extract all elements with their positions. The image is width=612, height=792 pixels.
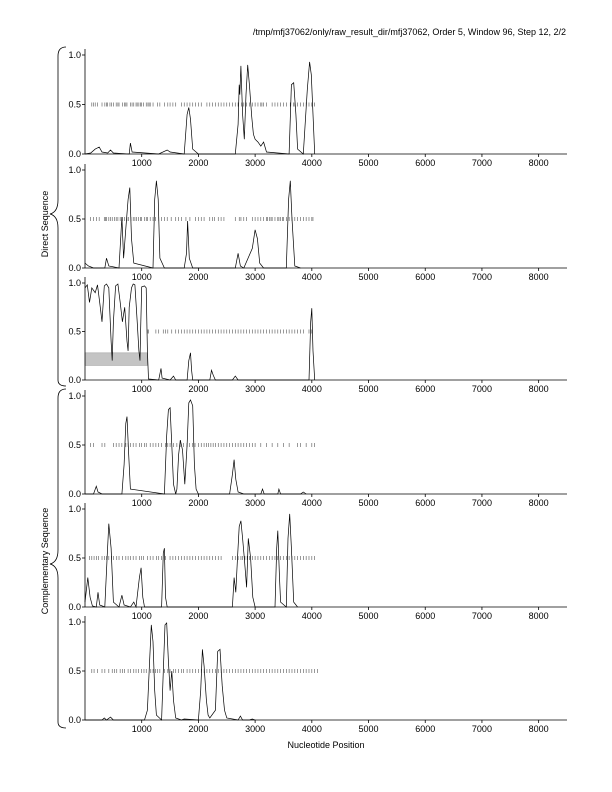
x-tick-label: 6000 [415, 158, 436, 168]
x-tick-label: 4000 [301, 272, 322, 282]
x-tick-label: 5000 [358, 724, 379, 734]
x-tick-label: 3000 [245, 724, 266, 734]
y-tick-label: 0.0 [68, 602, 81, 612]
panel-2 [68, 164, 567, 282]
y-tick-label: 0.5 [68, 440, 81, 450]
panel-3 [68, 277, 567, 394]
x-tick-label: 2000 [188, 384, 209, 394]
y-tick-label: 1.0 [68, 278, 81, 288]
x-tick-label: 4000 [301, 724, 322, 734]
x-tick-label: 5000 [358, 272, 379, 282]
x-tick-label: 3000 [245, 272, 266, 282]
y-tick-label: 1.0 [68, 50, 81, 60]
x-tick-label: 1000 [131, 498, 152, 508]
x-tick-label: 4000 [301, 498, 322, 508]
x-tick-label: 4000 [301, 158, 322, 168]
x-tick-label: 1000 [131, 272, 152, 282]
x-tick-label: 2000 [188, 611, 209, 621]
x-tick-label: 8000 [528, 272, 549, 282]
x-tick-label: 5000 [358, 158, 379, 168]
direct-sequence-bracket [50, 47, 66, 386]
x-tick-label: 5000 [358, 611, 379, 621]
x-tick-label: 7000 [471, 272, 492, 282]
direct-sequence-label: Direct Sequence [40, 190, 50, 258]
sequence-group-brackets [40, 47, 66, 728]
x-tick-label: 3000 [245, 384, 266, 394]
y-tick-label: 0.5 [68, 214, 81, 224]
x-tick-label: 6000 [415, 724, 436, 734]
x-tick-label: 3000 [245, 498, 266, 508]
x-tick-label: 5000 [358, 498, 379, 508]
y-tick-label: 1.0 [68, 165, 81, 175]
y-tick-label: 0.0 [68, 715, 81, 725]
x-tick-label: 4000 [301, 611, 322, 621]
chart-panels [68, 49, 567, 734]
x-tick-label: 2000 [188, 724, 209, 734]
y-tick-label: 1.0 [68, 504, 81, 514]
series-line [85, 514, 298, 607]
x-tick-label: 3000 [245, 611, 266, 621]
x-tick-label: 2000 [188, 272, 209, 282]
x-tick-label: 8000 [528, 498, 549, 508]
panel-4 [68, 390, 567, 508]
x-tick-label: 4000 [301, 384, 322, 394]
panel-1 [68, 49, 567, 168]
x-tick-label: 6000 [415, 384, 436, 394]
complementary-sequence-bracket [50, 389, 66, 728]
series-line [85, 400, 306, 494]
x-tick-label: 8000 [528, 611, 549, 621]
x-tick-label: 6000 [415, 272, 436, 282]
y-tick-label: 0.0 [68, 375, 81, 385]
y-tick-label: 1.0 [68, 617, 81, 627]
x-tick-label: 6000 [415, 611, 436, 621]
x-tick-label: 7000 [471, 724, 492, 734]
x-tick-label: 2000 [188, 498, 209, 508]
x-tick-label: 7000 [471, 611, 492, 621]
x-tick-label: 2000 [188, 158, 209, 168]
x-tick-label: 7000 [471, 158, 492, 168]
run-info-header: /tmp/mfj37062/only/raw_result_dir/mfj37062, Order 5, Window 96, Step 12, 2/2 [252, 27, 566, 37]
series-line [85, 62, 315, 154]
y-tick-label: 0.5 [68, 326, 81, 337]
x-tick-label: 8000 [528, 384, 549, 394]
y-tick-label: 0.5 [68, 666, 81, 676]
x-tick-label: 1000 [131, 724, 152, 734]
x-tick-label: 1000 [131, 611, 152, 621]
x-axis-label: Nucleotide Position [287, 740, 365, 750]
complementary-sequence-label: Complementary Sequence [40, 507, 50, 615]
x-tick-label: 5000 [358, 384, 379, 394]
highlight-region [85, 353, 147, 366]
y-tick-label: 0.5 [68, 553, 81, 563]
x-tick-label: 1000 [131, 158, 152, 168]
x-tick-label: 7000 [471, 384, 492, 394]
y-tick-label: 0.0 [68, 489, 81, 499]
x-tick-label: 8000 [528, 158, 549, 168]
panel-5 [68, 503, 567, 621]
x-tick-label: 8000 [528, 724, 549, 734]
y-tick-label: 0.0 [68, 263, 81, 273]
x-tick-label: 3000 [245, 158, 266, 168]
y-tick-label: 0.5 [68, 99, 81, 110]
x-tick-label: 6000 [415, 498, 436, 508]
y-tick-label: 0.0 [68, 149, 81, 159]
series-line [85, 181, 301, 268]
x-tick-label: 1000 [131, 384, 152, 394]
panel-6 [68, 616, 567, 734]
x-tick-label: 7000 [471, 498, 492, 508]
y-tick-label: 1.0 [68, 391, 81, 401]
